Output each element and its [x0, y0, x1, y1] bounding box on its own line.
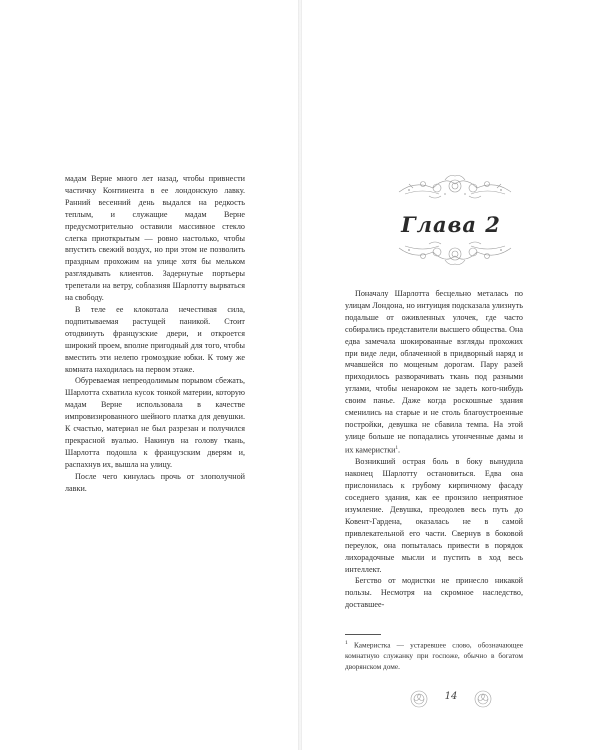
paragraph: мадам Верне много лет назад, чтобы привнести частичку Континента в ее лондонскую лавку. Ранний весенний день выдался на редкость теплым, и служащие мадам Верне предусмотрительно оставили массивное стекло слегка приоткрытым — ровно настолько, чтобы впустить свежий воздух, но при этом не позволить праздным прохожим на улице хотя бы мельком разглядывать клиентов. Задернутые портьеры трепетали на ветру, соблазняя Шарлотту вырваться на свободу. [65, 174, 245, 303]
footnote-mark: 1 [345, 640, 348, 646]
left-page-text [65, 173, 245, 494]
footnote [345, 638, 523, 672]
rose-left-icon [408, 688, 430, 710]
page-folio [394, 688, 508, 712]
left-page [0, 0, 298, 750]
rose-right-icon [472, 688, 494, 710]
paragraph: Бегство от модистки не принесло никакой пользы. Несмотря на скромное наследство, доставшее- [345, 576, 523, 610]
paragraph: Поначалу Шарлотта бесцельно металась по улицам Лондона, но интуиция подсказала улизнуть подальше от оживленных улочек, где часто собирались представители высшего общества. Она едва замечала шокированные взгляды прохожих при виде леди, облаченной в придворный наряд и мчавшейся по мощеным дорогам. Пару разей приходилось разворачивать ткань под разными углами, чтобы ненароком не задеть кого-нибудь своим панье. Даже когда роскошные здания сменились на старые и не столь благоустроенные постройки, девушка не сбавила темпа. На этой улице больше не попадались утонченные дамы и их камеристки$^1$. [345, 289, 523, 455]
floral-ornament-bottom-icon [395, 238, 515, 272]
paragraph: Обуреваемая непреодолимым порывом сбежать, Шарлотта схватила кусок тонкой материи, которую мадам Верне использовала в качестве импровизированного шейного платка для девушки. К счастью, материал не был разрезан и получился прекрасной вуалью. Накинув на голову ткань, Шарлотта подошла к французским дверям и, распахнув их, вышла на улицу. [65, 376, 245, 469]
footnote-divider [345, 634, 381, 635]
paragraph: В теле ее клокотала нечестивая сила, подпитываемая растущей паникой. Стоит отодвинуть французские двери, и откроется широкий проем, вполне пригодный для того, чтобы вместить эти нелепо громоздкие юбки. К тому же комната находилась на первом этаже. [65, 304, 245, 374]
chapter-title: Глава 2 [401, 212, 501, 237]
paragraph: После чего кинулась прочь от злополучной лавки. [65, 471, 245, 493]
footnote-reference: 1 [395, 445, 398, 451]
right-page [302, 0, 600, 750]
paragraph: Возникший острая боль в боку вынудила наконец Шарлотту остановиться. Едва она прислонилась к грубому кирпичному фасаду соседнего здания, как ее пронзило неприятное изумление. Девушка, преодолев весь путь до Ковент-Гардена, оказалась не в самой привлекательной его части. Свернув в боковой переулок, она попыталась привести в порядок лихорадочные мысли и пустить в ход весь интеллект. [345, 457, 523, 574]
floral-ornament-top-icon [395, 168, 515, 202]
page-number: 14 [444, 691, 458, 702]
footnote-text: Камеристка — устаревшее слово, обозначающее комнатную служанку при госпоже, обычно в богатом дворянском доме. [345, 640, 523, 671]
paragraph-text: Поначалу Шарлотта бесцельно металась по улицам Лондона, но интуиция подсказала улизнуть подальше от оживленных улочек, где часто собирались представители высшего общества. Она едва замечала шокированные взгляды прохожих при виде леди, облаченной в придворный наряд и мчавшейся по мощеным дорогам. Пару разей приходилось разворачивать ткань под разными углами, чтобы ненароком не задеть кого-нибудь своим панье. Даже когда роскошные здания сменились на старые и не столь благоустроенные постройки, девушка не сбавила темпа. На этой улице больше не попадались утонченные дамы и их камеристки [345, 289, 523, 455]
right-page-text [345, 288, 523, 611]
